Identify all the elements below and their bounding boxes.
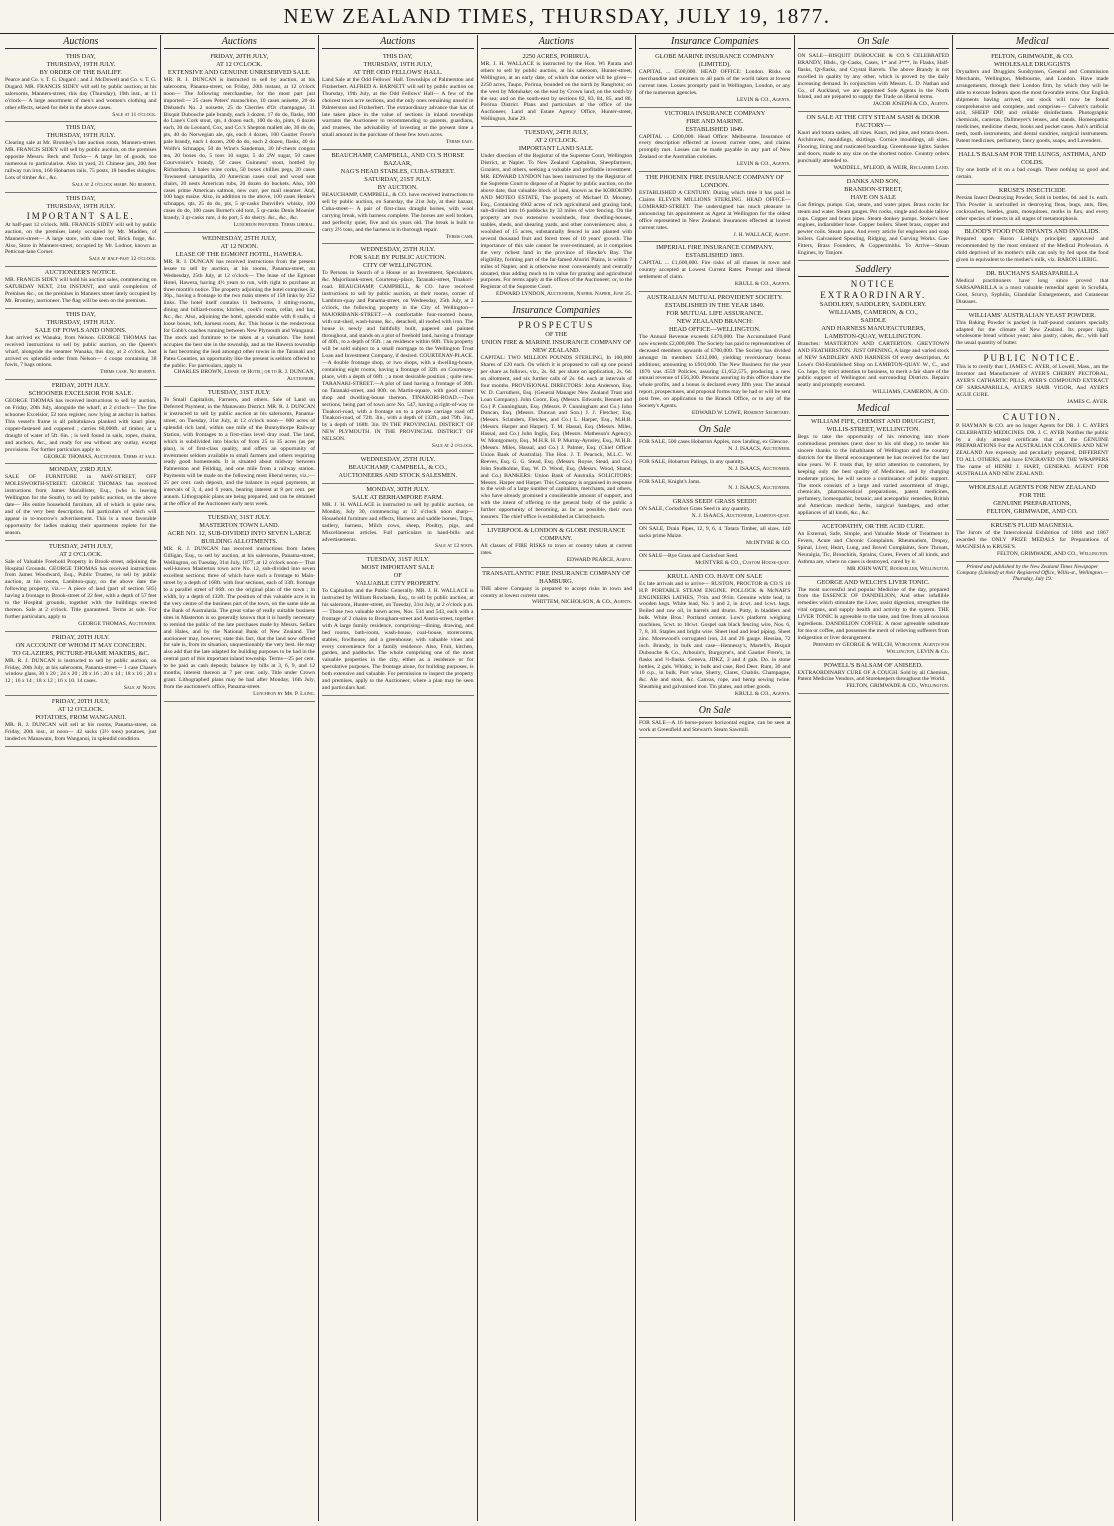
advertisement	[956, 149, 1109, 185]
ad-heading-line: THURSDAY, 19TH JULY,	[363, 61, 433, 68]
ad-signature: N. J. ISAACS, Auctioneer.	[728, 465, 791, 472]
ad-signature: McINTYRE & CO., Custom House-quay.	[695, 559, 791, 566]
ad-heading-line: WEDNESDAY, 25TH JULY.	[360, 246, 435, 254]
column-6	[795, 35, 954, 1521]
advertisement	[322, 244, 474, 454]
ad-body: MR. FRANCIS SIDEY will hold his auction sales, commencing on SATURDAY NEXT, 21st INSTANT, and until completion of Premises &c., on the premises in Manners street lately occupied by Mr. Bromley, auctioneer. The flag will be seen on the premises.	[5, 277, 157, 304]
ad-heading-line: ACETOPATHY, OR THE ACID CURE.	[821, 523, 925, 531]
ad-heading-line: FIRE AND MARINE.	[686, 117, 744, 125]
advertisement	[639, 457, 791, 477]
advertisement	[481, 51, 633, 127]
ad-body: SALE OF FURNITURE in MAY-STREET, OFF MOLESWORTH-STREET. GEORGE THOMAS has received instructions from James Macallister, Esq., (who is leaving Wellington for the South), to sell by public auction, on the above date— His entire household furniture, all of which is quite new, and of the very best description, full particulars of which will appear in to-morrow's advertisement. This is a most favorable opportunity for ladies making their apartments replete for the season.	[5, 474, 157, 536]
ad-body: EXTRAORDINARY CURE OF A COUGH. Sold by all Chemists, Patent Medicine Vendors, and Storekeepers throughout the World.	[797, 669, 949, 683]
advertisement	[956, 482, 1109, 520]
advertisement	[956, 310, 1109, 352]
advertisement	[956, 351, 1109, 409]
column-7	[953, 35, 1112, 1521]
advertisement	[322, 484, 474, 554]
ad-heading-line: BEAUCHAMP, CAMPBELL, AND CO.'S HORSE BAZAAR,	[331, 152, 465, 168]
advertisement	[798, 660, 950, 695]
ad-heading-line: IMPERIAL FIRE INSURANCE COMPANY.	[656, 244, 774, 252]
advertisement	[639, 421, 791, 457]
ad-heading-line: MASTERTON TOWN LAND.	[199, 521, 280, 529]
ad-signature: JAMES C. AYER.	[1067, 398, 1109, 405]
ad-heading-line: SALE OF FOWLS AND ONIONS.	[35, 326, 127, 334]
ad-heading-line: FRIDAY, 20TH JULY,	[210, 53, 269, 60]
advertisement	[5, 122, 157, 192]
ad-signature: Terms cash.	[445, 233, 474, 240]
ad-heading-line: 2250 ACRES, PORIRUA.	[522, 53, 590, 60]
ad-heading-line: DANKS AND SON,	[846, 177, 900, 185]
advertisement	[481, 302, 633, 525]
ad-body: P. HAYMAN & CO. are no longer Agents for DR. J. C. AYER'S CELEBRATED MEDICINES. DR. J. C. AYER Notifies the public by a duly attested certificate that all the GENUINE PREPARATIONS For the AUSTRALIAN COLONIES AND NEW ZEALAND Are expressly and peculiarly prepared, DIFFERENT TO ALL OTHERS, and have ENGRAVED ON THE WRAPPERS The name of HENRI J. HART, GENERAL AGENT FOR AUSTRALIA AND NEW ZEALAND.	[956, 422, 1109, 478]
ad-signature: Prepared by GEORGE & WELCH, Worcester. Agents for Wellington, LEVIN & Co.	[813, 641, 949, 655]
advertisement	[322, 554, 474, 696]
advertisement	[798, 51, 950, 112]
ad-body: The most successful and popular Medicine of the day, prepared from the ESSENCE OF DANDELION, And other infallible remedies which stimulate the Liver, assist digestion, strengthen the vital organs, and supply health and activity to the system. THE LIVER TONIC Is agreeable to the taste, and free from all noxious ingredients. DANDELION COFFEE. A most agreeable substitute for tea or coffee, and possesses the merit of relieving sufferers from indigestion or liver derangement.	[797, 586, 949, 641]
advertisement	[798, 176, 950, 261]
ad-signature: Sale at 2 o'clock sharp. No reserve.	[72, 181, 157, 188]
ad-heading-line: BEAUCHAMP, CAMPBELL, & CO.,	[348, 463, 448, 471]
advertisement	[639, 292, 791, 421]
ad-heading-line: AT 12 O'CLOCK.	[57, 706, 104, 714]
column-3	[319, 35, 478, 1521]
column-heading: Auctions	[164, 35, 316, 49]
ad-signature: Sale at half-past 12 o'clock.	[88, 256, 157, 263]
advertisement	[5, 541, 157, 632]
ad-signature: Sale at Noon.	[123, 685, 157, 692]
advertisement	[639, 524, 791, 551]
ad-heading-line: SADDLERY, SADDLERY, SADDLERY.	[819, 300, 927, 308]
ad-heading-line: TUESDAY, 31ST JULY.	[366, 556, 430, 564]
advertisement	[639, 477, 791, 497]
ad-heading-line: THURSDAY, 19TH JULY.	[46, 61, 116, 68]
advertisement	[956, 51, 1109, 149]
masthead-rule	[0, 33, 1114, 34]
ad-heading-line: AUCTIONEER'S NOTICE.	[44, 269, 117, 277]
advertisement	[798, 400, 950, 521]
ad-signature: WHITTEM, NICHOLSON, & CO., Agents.	[531, 599, 632, 606]
ad-body: Clearing sale at Mr. Bromley's late auction room, Manners-street. MR. FRANCIS SIDEY will sell by public auction, on the premises opposite Messrs. Beck and Tucks— A large lot of goods, too numerous to particularise. Also in yard, 21 Chinese jars, 200 feet railway run iron, 160 Hobarton rails, 75 posts, 18 bundles shingles. Lots of timber &c., &c.	[5, 140, 157, 181]
ad-heading-line: AUCTIONEERS AND STOCK SALESMEN.	[338, 471, 458, 479]
ad-heading-line: ON SALE AT THE CITY STEAM SASH & DOOR FACTORY—	[806, 114, 940, 130]
advertisement	[798, 261, 950, 400]
ad-heading-line: FRIDAY, 20TH JULY.	[51, 382, 110, 390]
column-heading: Auctions	[322, 35, 474, 49]
advertisement	[481, 525, 633, 568]
ad-body: FOR SALE, Hobarton Palings, in any quantity.	[639, 458, 745, 465]
ad-body: Under direction of the Registrar of the Supreme Court, Wellington District, at Napier. To New Zealand Capitalists, Sheepfarmers, Graziers, and others, seeking a valuable and profitable investment. MR. EDWARD LYNDON has been instructed by the Registrar of the Supreme Court to dispose of at Napier by public auction, on the above date, that valuable block of land, known as the KOROKIPO AND MOTEO ESTATE, The property of Michael D. Mooney, Esq., Containing 6902 acres of rich agricultural and grazing land, sub-divided into 16 paddocks by 33 miles of wire fencing. On the property are two extensive woolsheds, four dwelling-houses, stables, sheds, and shearing yards, and other conveniences; also, a woolshed of 15 acres, substantially fenced in and planted with several thousand fruit and forest trees of 10 years' growth. The importance of this sale cannot be over-estimated, as it comprises the very richest land in the province of Hawke's Bay. The eligibility, forming part of the far-famed Ahuriri Plains, is within 7 miles of Napier, and is otherwise most conveniently and centrally situated, thus adding much to its value for grazing and agricultural purposes. For terms apply at the offices of the Auctioneer; or, to the Registrar of the Supreme Court.	[480, 153, 632, 291]
ad-body: GEORGE THOMAS has received instructions to sell by auction, on Friday, 20th July, alongside the wharf, at 2 o'clock— The fine schooner Excelsior, 52 tons register, now lying at anchor in harbor. This vessel's frame is all pohutukawa planked with kauri pine, copper-fastened and coppered ; carries 60,000ft. of timber, at a draught of water of 5ft. 6in. ; is well found in sails, ropes, chains, and anchors, &c., and ready for sea without any outlay, except provisions. For further particulars apply to	[5, 398, 157, 453]
advertisement	[639, 496, 791, 524]
ad-heading-line: Medical	[798, 402, 950, 416]
ad-signature: N. J. ISAACS, Auctioneer, Lambton-quay.	[691, 513, 791, 520]
ad-body: This Baking Powder is packed in half-pound canisters specially adapted for the climate of New Zealand. Its proper light, wholesome bread without yeast; also pastry, cakes, &c., with half the usual quantity of butter.	[956, 319, 1109, 347]
advertisement	[164, 51, 316, 233]
ad-signature: JACOB JOSEPH & CO., Agents.	[872, 101, 949, 108]
ad-signature: WILLIAMS, CAMERON, & CO.	[872, 389, 949, 396]
ad-heading-line: POWELL'S BALSAM OF ANISEED.	[823, 661, 923, 669]
ad-body: MR. J. H. WALLACE is instructed by the Hon. Wi Parata and others to sell by public auction, at his saleroom, Hunter-street, Wellington, at an early date, of which due notice will be given— 2250 acres, Taupo, Porirua, bounded on the north by Rangitoto; on the west by Motuhake; on the east by Crown land; on the south by the sea; and on the south-east by sections 82, 83, 84, 85, and 86, Porirua District. Plans and particulars at the office of the Auctioneer, Land and Estate Agency Office, Hunter-street, Wellington, June 29.	[480, 61, 632, 123]
ad-heading-line: THIS DAY,	[65, 53, 96, 60]
ad-body: The Jurors of the Intercolonial Exhibition of 1866 and 1867 awarded the ONLY PRIZE MEDALS for Preparations of MAGNESIA to KRUSE'S.	[956, 529, 1109, 550]
advertisement	[5, 380, 157, 464]
ad-signature: Terms cash. No reserve.	[100, 369, 157, 376]
advertisement	[798, 112, 950, 175]
ad-heading-line: WILLIAMS' AUSTRALIAN YEAST POWDER.	[968, 311, 1096, 319]
ad-signature: KRULL & CO., Agents.	[734, 281, 791, 288]
ad-heading-line: AT 2 O'CLOCK.	[59, 550, 103, 558]
masthead	[0, 0, 1114, 34]
ad-body: Ex late arrivals and to arrive— RUSTON, PROCTOR & CO.'S 10 H.P. PORTABLE STEAM ENGINE. POLLOCK & McNAB'S ENGINEERS LATHES, 7½in. and 9½in. Genuine white lead, in wooden kegs. White lead, No. 1 and 2, in 4cwt. and 1cwt. kegs. Boiled and raw oil, in barrels and drums. Putty, in bladders and bulk. White Bros.' Portland cement. Low's platform weighing machines, 5cwt. to 10cwt. Gospel oak black fencing wire, Nos. 6, 7, 8, 10. Staples and bright wire. Sheet lead and lead piping. Sheet zinc. Morewood's corrugated iron, 24 and 26 gauge. Hessian, 72 inch. Brandy, in bulk and case—Hennessy's, Martell's, Bisquit Dubouche & Co., Arbouin's, Burgoyne's, and Gautier Frere's, in flasks and ½-flasks. Geneva, JDKZ, 3 and 4 gals. Do. in stone bottles, 2 gals. Whisky, in bulk and case, Red Deer. Rum, 30 and 10 o.p., in bulk. Port wine, Sherry, Claret, Chablis. Champagne, &c. Ale and stout, &c. Canvas, rope, and hemp sewing twine. Sheathing and galvanised iron. Tin plates, and other goods.	[639, 580, 791, 691]
ad-body: Medical practitioners have long since proved that SARSAPARILLA is a most valuable remedial agent in Scrofula, Gout, Scurvy, Syphilis, Glandular Enlargements, and Cutaneous Diseases.	[956, 278, 1109, 305]
advertisement	[798, 577, 950, 660]
ad-heading-line: TUESDAY, 31ST JULY.	[207, 389, 271, 397]
advertisement	[956, 410, 1109, 482]
ad-heading-line: AT 2 O'CLOCK.	[534, 137, 578, 145]
ad-body: Prepared upon Baron Liebig's principle; approved and recommended by the most eminent of the Medical Profession. A child deprived of its mother's milk can only by fed upon the food given in equivalent to the mother's milk, viz. BARON LIEBIG.	[956, 236, 1109, 264]
ad-heading-line: LIVERPOOL & LONDON & GLOBE INSURANCE COMPANY.	[487, 526, 626, 542]
advertisement	[481, 127, 633, 302]
ad-heading-line: WEDNESDAY, 25TH JULY,	[201, 234, 277, 242]
ad-heading-line: PROSPECTUS	[518, 320, 595, 331]
ad-body: ON SALE, Cocksfoot Grass Seed in any quantity.	[639, 506, 751, 513]
ad-heading-line: AT THE ODD FELLOWS' HALL.	[353, 69, 443, 76]
ad-heading-line: OF	[393, 572, 402, 580]
ad-heading-line: ESTABLISHED 1849.	[685, 125, 744, 133]
ad-heading-line: ESTABLISHED IN THE YEAR 1849.	[665, 302, 765, 310]
columns-container	[2, 35, 1112, 1521]
ad-heading-line: TRANSATLANTIC FIRE INSURANCE COMPANY OF HAMBURG.	[482, 569, 631, 585]
ad-heading-line: LEASE OF THE EGMONT HOTEL, HAWERA.	[175, 250, 303, 258]
advertisement	[639, 51, 791, 108]
ad-heading-line: WHOLESALE DRUGGISTS	[993, 61, 1071, 68]
advertisement	[322, 51, 474, 150]
ad-heading-line: FOR SALE BY PUBLIC AUCTION.	[349, 254, 446, 262]
ad-body: MR. R. J. DUNCAN has received instructions from the present lessee to sell by auction, at his rooms, Panama-street, on Wednesday, 25th July, at 12 o'clock— The lease of the Egmont Hotel, Hawera, having 4½ years to run, with right to purchase at three month's notice. The property adjoining the hotel comprises 3r. 36p., having a frontage to the two main streets of 158 links by 252 links. The hotel itself contains 11 bedrooms, 3 sitting-rooms, dining and billiard-rooms, kitchen, cook's room, cellar, and bar, &c., &c. Also, adjoining the hotel, splendid stable with 8 stalls, 4 loose boxes, loft, harness room, &c. This house is the rendezvous for Cobb's coaches running between New Plymouth and Wanganui. The stock and furniture to be taken at a valuation. The hotel occupies the best site in the township, and as the Hawera township is fast becoming the lead amongst other towns in the Taranaki and Patea Counties, an opportunity like the present is seldom offered to the public. For particulars, apply to	[163, 258, 315, 369]
ad-signature: Sale at 2 o'clock.	[431, 443, 474, 450]
ad-heading-line: CAUTION.	[1002, 411, 1062, 422]
ad-signature: GEORGE THOMAS, Auctioneer.	[78, 620, 157, 627]
ad-heading-line: WEDNESDAY, 25TH JULY.	[360, 455, 435, 463]
ad-signature: Sale at 12 noon.	[434, 543, 474, 550]
ad-heading-line: ACRE NO. 12, SUB-DIVIDED INTO SEVEN LARGE BUILDING ALLOTMENTS.	[167, 529, 312, 545]
ad-heading-line: MOST IMPORTANT SALE	[361, 564, 435, 572]
advertisement	[322, 150, 474, 244]
ad-heading-line: TUESDAY, 31ST JULY.	[207, 513, 271, 521]
ad-heading-line: ESTABLISHED 1803.	[685, 252, 744, 260]
ad-heading-line: UNION FIRE & MARINE INSURANCE COMPANY OF NEW ZEALAND.	[481, 339, 632, 355]
ad-heading-line: AND HARNESS MANUFACTURERS,	[821, 324, 926, 332]
ad-body: CAPITAL ... £200,000. Head Office: Melbourne. Insurance of every description effected at lowest current rates, and claims promptly met. Losses can be made payable in any part of New Zealand or the Australian colonies.	[639, 133, 791, 161]
ad-body: Branches: MASTERTON AND CARTERTON. GREYTOWN AND FEATHERSTON. JUST OPENING, A large and varied stock of NEW SADDLERY AND HARNESS Of every description, At Lowe's Old-Established Shop on LAMBTON-QUAY. W., C., and Co. hope, by strict attention to business, to merit a fair share of the public support of Wellington and surrounding Districts. Repairs neatly and promptly executed.	[797, 340, 949, 389]
ad-heading-line: GEORGE AND WELCH'S LIVER TONIC.	[816, 578, 930, 586]
ad-body: To Small Capitalists, Farmers, and others. Sale of Land on Deferred Payment, in the Manawatu District. MR. R. J. DUNCAN is instructed to sell by public auction at his salerooms, Panama-street, on Tuesday, 31st July, at 12 o'clock noon— 600 acres of splendid rich land, within one mile of the Bunnythorpe Railway Station, with frontages to a first-class level dray road. The land, which is subdivided into blocks of from 25 to 35 acres (as per plan), is of first-class quality, and offers an opportunity of investment seldom available to small farmers and others requiring ready good homesteads. It is situated about midway between Palmerston and Feilding, and one mile from a railway station. Payments will be made on the following most liberal terms, viz.:—25 per cent. cash deposit, and the balance in equal payments, at intervals of 3, 4, and 6 years, bearing interest at 8 per cent. per annum. Lithographic plans are being prepared, and can be obtained at the office of the Auctioneer early next week.	[163, 397, 315, 507]
ad-signature: Luncheon provided. Terms liberal.	[233, 222, 315, 229]
ad-body: THE above Company is prepared to accept risks in town and country at lowest current rates.	[480, 585, 632, 599]
ad-body: Just arrived ex Wanaka, from Nelson. GEORGE THOMAS has received instructions to sell by public auction, on the Queen's wharf, alongside the steamer Wanaka, this day, at 2 o'clock, Just arrived ex splendid order from Nelson— 4 coops containing 38 fowls, 7 bags onions.	[5, 334, 157, 369]
ad-heading-line: FELTON, GRIMWADE, & CO.	[991, 53, 1074, 60]
ad-body: ON SALE—BISQUIT DUBOUCHE & CO.'S CELEBRATED BRANDY, Hhds., Qr-Casks, Cases, 1* and 3***, In Flasks, Half-flasks, Qr-flasks, and Crystal Barrels. The above Brandy is not excelled in quality by any other, which is proved by the daily increasing demand. In conjunction with Messrs. L. D. Nathan and Co., of Auckland, we are appointed Sole Agents in the North Island, and are prepared to supply the Trade on liberal terms.	[797, 53, 949, 101]
ad-heading-line: MONDAY, 23RD JULY.	[49, 466, 113, 474]
ad-body: Drysalters and Druggists Sundrymen, General and Commission Merchants, Wellington, Melbourne, and London. Have made arrangements, through their London firm, by which they will be able to execute Indents upon the most favorable terms. Our English shipments having arrived, our stock will now be found comprehensive and complete, and comprises— Calvert's carbolic acid, SHEEP DIP, and reliable disinfectants. Photographic chemicals, cameras, Dallmeyer's lenses, and stands. Homeopathic medicines, medicine chests, books and pocket cases. Ash's artificial teeth, tooth instruments, and dental sundries, surgical instruments. Patent medicines, perfumery, fancy goods, soaps, and Lavenders.	[956, 69, 1109, 145]
advertisement	[5, 696, 157, 747]
ad-body: Kauri and totara sashes, all sizes. Kauri, red pine, and totara doors. Architraves, mouldings, skirtings. Cornice mouldings, all sizes. Flooring, lining and rusticated boarding. Greenhouse lights. Sashes and doors, made to any size on the shortest notice. Country orders punctually attended to.	[797, 130, 949, 164]
ad-heading-line: On Sale	[639, 704, 791, 718]
advertisement	[164, 512, 316, 702]
ad-signature: Luncheon by Mr. P. Laing.	[253, 690, 315, 697]
ad-heading-line: DR. BUCHAN'S SARSAPARILLA	[986, 270, 1079, 278]
advertisement	[956, 268, 1109, 310]
ad-signature: N. J. ISAACS, Auctioneer.	[728, 485, 791, 492]
ad-body: Gas fittings, pumps. Gas, steam, and water pipes. Brass cocks for steam and water. Steam gauges. Pet cocks, single and double tallow cups. Copper and brass pipes. Steam donkey pumps. Stoker's beer engines, indiarubber hose. Copper boilers. Sheet brass, copper and pewter coils. Steam pans. And every article for engineers and soap boilers. Galvanised Spouting, Ridging, and Curving Works. Gas-Fitters, Brass Founders, & Coppersmiths. To Arrive—Steam Engines, by Tanjore.	[797, 201, 949, 257]
ad-body: Land Sale at the Odd Fellows' Hall. Townships of Palmerston and Fitzherbert. ALFRED A. BARNETT will sell by public auction on Thursday, 19th July, at the Odd Fellows' Hall— A few of the choicest town acre sections, and the only ones remaining unsold in Palmerston and Fitzherbert. The extraordinary advance that has of late taken place in the value of sections in inland townships warrants the Auctioneer in recommending to parents, guardians, and trustees, the advisability of investing at the present time a small amount in the purchase of these few town acres.	[322, 77, 474, 139]
ad-signature: EDWARD LYNDON, Auctioneer, Napier. Napier, June 25.	[496, 291, 632, 298]
advertisement	[5, 309, 157, 380]
advertisement	[164, 233, 316, 387]
ad-heading-line: VALUABLE CITY PROPERTY.	[355, 580, 441, 588]
ad-heading-line: VICTORIA INSURANCE COMPANY	[664, 109, 766, 117]
advertisement	[956, 185, 1109, 227]
ad-heading-line: GRASS SEED! GRASS SEED!!	[672, 498, 757, 506]
ad-heading-line: BLOOD'S FOOD FOR INFANTS AND INVALIDS.	[964, 228, 1100, 236]
ad-heading-line: OF THE	[545, 331, 568, 339]
ad-heading-line: WILLIS-STREET, WELLINGTON.	[826, 426, 921, 434]
ad-body: MR. R. J. DUNCAN is instructed to sell by auction, at his salerooms, Panama-street, on Friday, 20th instant, at 12 o'clock noon— The following merchandise, for the most part just imported:— 25 cases Peters' maraschino, 10 cases anisette, 20 do Disband's No. 2 noisette, 25 do Cherries d'Or champagne, 31 Bisquit Dubouche pale brandy, each 3 dozen, 17 do do, flasks, 100 do Lane's Cork stout, qts, 4 dozen each, 100 do do, pints, 6 dozen each, 30 do Leonard, Cox, and Co.'s Shepton mallett ale, 30 do do, pts, 40 do Norwegian ale, qts, each 4 dozen, 100 Gautier Frere's pale brandy, each 1 dozen, 200 do do, each 2 dozen, flasks, 40 do Wolfe's Schnapps, 50 do Wine's Sandeman, 30 hf-chests congou tea, 20 boxes do, 5 tons 10 sugar, 5 do 2W sugar, 50 cases Courvoisier's brandy, 50 cases Guinness' stout, bottled by Richardson, 3 bales wine corks, 50 boxes chillies pegs, 20 cases Townsend sarsaparilla, 20 American cases coal and wood seat chairs, 20 nests American tubs, 20 dozen do buckets. Also, 100 cases prime American salmon, new curr, per mail steamer. And, 100 bags maize. Also, in addition to the above, 100 cases Henke's schnapps, qts, 25 do do, pts, 5 qr-casks Dunville's whisky, 100 cases do do, 100 cases Burnet's old tom, 5 qr-casks Denis Mounier brandy, 3 qr-casks rum, 4 do port, 5 do sherry. &c., &c., &c.	[163, 77, 315, 222]
ad-heading-line: IMPORTANT LAND SALE.	[518, 145, 594, 153]
advertisement	[164, 387, 316, 512]
ad-heading-line: THIS DAY,	[65, 194, 96, 202]
ad-heading-line: WHOLESALE AGENTS FOR NEW ZEALAND	[968, 483, 1096, 491]
ad-signature: FELTON, GRIMWADE, AND CO., Wellington.	[996, 550, 1109, 557]
column-heading: On Sale	[798, 35, 950, 49]
ad-heading-line: GENUINE PREPARATIONS,	[993, 499, 1072, 507]
column-heading: Medical	[956, 35, 1109, 49]
advertisement	[5, 632, 157, 697]
ad-body: Pearce and Co. v. T. G. Dugard ; and J. McDowell and Co. v. T. G. Dugard. MR. FRANCIS SIDEY will sell by public auction, at his salerooms, Manners-street, this day (Thursday), 19th inst., at 11 o'clock— A large assortment of men's and women's clothing and other effects, seized for debt in the above cases.	[5, 77, 157, 111]
ad-body: FOR SALE—A 16 horse-power horizontal engine, can be seen at work at Greenfield and Stewart's Steam Sawmill.	[639, 720, 791, 733]
ad-body: To Persons in Search of a House or an Investment, Speculators, &c. Majoribank-street, Courtenay-place, Taranaki-street, Tinakori-road. BEAUCHAMP, CAMPBELL, & CO. have received instructions to sell by public auction, at their rooms, corner of Lambton-quay and Panama-street, on Wednesday, 25th July, at 2 o'clock, the following property in the City of Wellington— MAJORIBANK-STREET.—A comfortable four-roomed house, with out-shed, wash-house, &c., detached, all roofed with iron. The house is newly and faithfully built, papered and painted throughout, and stands on a plot of freehold land, having a frontage of 40ft., to a depth of 95ft. ; an residence within 60ft. This property will be sold subject to a small mortgage to the Wellington Trust Loan and Investment Company, if desired. COURTENAY-PLACE.—A double frontage shop, or two shops, with a dwelling-house, containing eight rooms, having a frontage of 32ft. on Courtenay-place, with a depth of 68ft. ; a most desirable position ; quite new. TARANAKI-STREET.—A plot of land having a frontage of 30ft. on Taranaki-street, and 80ft. on Martin-square, with good corner shop and dwelling-house thereon. TINAKORI-ROAD.—Two sections, being part of town acre No. 547, having a right-of-way to Tinakori-road, with a frontage on to a private carriage road off Tinakori-road, of 72ft. 3in., with a depth of 132ft., and 79ft. 3in., by a depth of 168ft. 3in. IN THE PROVINCIAL DISTRICT OF NEW PLYMOUTH. IN THE PROVINCIAL DISTRICT OF NELSON.	[322, 270, 474, 443]
ad-body: FOR SALE, Knight's Jams.	[639, 478, 701, 485]
ad-heading-line: FOR MUTUAL LIFE ASSURANCE.	[666, 310, 764, 318]
ad-heading-line: KRULL AND CO. HAVE ON SALE	[667, 572, 763, 580]
ad-signature: LEVIN & CO., Agents.	[736, 161, 791, 168]
ad-heading-line: SCHOONER EXCELSIOR FOR SALE.	[28, 390, 133, 398]
ad-heading-line: THURSDAY, 19TH JULY.	[46, 132, 116, 140]
ad-body: ON SALE, Drain Pipes, 12, 9, 6, 4. Totara Timber, all sizes. 140 sacks prime Maize.	[639, 526, 791, 540]
ad-signature: J. H. WALLACE, Agent.	[733, 231, 791, 238]
ad-heading-line: THIS DAY,	[65, 124, 96, 132]
ad-heading-line: WILLIAMS, CAMERON, & CO.,	[828, 308, 918, 316]
column-1	[2, 35, 161, 1521]
ad-body: Try one bottle of it on a bad cough. There nothing so good and certain.	[956, 166, 1109, 180]
ad-heading-line: KRUSE'S INSECTICIDE	[998, 186, 1066, 194]
ad-heading-line: AT 12 O'CLOCK.	[216, 61, 263, 68]
ad-signature: WADDELL, M'LEOD, & WEIR, Reclaimed Land.	[833, 164, 949, 171]
ad-heading-line: HAVE ON SALE	[850, 193, 896, 201]
ad-heading-line: FOR THE	[1019, 491, 1046, 499]
ad-heading-line: Saddlery	[798, 263, 950, 277]
ad-body: ON SALE—Rye Grass and Cocksfoot Seed.	[639, 552, 739, 559]
ad-body: At half-past 12 o'clock. MR. FRANCIS SIDEY will sell by public auction, on the premises lately occupied by Mr. Madden, of Manners-street— A large store, with slate roof, Brick forge, &c. Also, Store in Manners-street, occupied by Mr. Lodnor, known as Petticoat-lane Corner.	[5, 221, 157, 256]
ad-heading-line: LAMBTON-QUAY, WELLINGTON.	[824, 332, 922, 340]
column-4	[478, 35, 637, 1521]
ad-heading-line: IMPORTANT SALE.	[26, 210, 135, 221]
advertisement	[956, 520, 1109, 562]
ad-body: Begs to take the opportunity of his removing into more commodious premises (next door to his old shop,) to tender his sincere thanks to the inhabitants of Wellington and the country districts for the liberal encouragement he has received for the last nine years. W. F. trusts that, by strict attention to customers, by keeping only the best quality of Medicines, and by charging moderate prices, he will secure a continuance of public support. The stock consists of a large and varied assortment of drugs, chemicals, pharmaceutical preparations, patent medicines, perfumery, homeopathic, botanic, and acetopathic remedies, British and American medical herbs, surgical bandages, and other appliances of all kinds, &c., &c.	[797, 434, 949, 517]
advertisement	[5, 464, 157, 540]
ad-body: BEAUCHAMP, CAMPBELL, & CO. have received instructions to sell by public auction, on Saturday, the 21st July, at their bazaar, Cuba-street— A pair of first-class draught horses, with wool carrying break, with harness complete. The horses are well broken, and perfectly quiet, five and six years old. The break is built to carry 2½ tons, and the harness is in thorough repair.	[322, 192, 474, 233]
ad-signature: GEORGE THOMAS, Auctioneer. Terms at sale.	[43, 453, 157, 460]
ad-heading-line: FRIDAY, 20TH JULY,	[51, 698, 110, 706]
column-heading: Auctions	[481, 35, 633, 49]
ad-heading-line: THURSDAY, 19TH JULY.	[46, 202, 116, 210]
ad-heading-line: NEW ZEALAND BRANCH:	[676, 318, 753, 326]
ad-body: CAPITAL ... £500,000. HEAD OFFICE: London. Risks on merchandise and steamers to all parts of the world taken at lowest current rates. Losses promptly paid in Wellington, London, or any of the numerous agencies.	[639, 69, 791, 96]
column-2	[161, 35, 320, 1521]
ad-heading-line: BY ORDER OF THE BAILIFF.	[39, 69, 122, 76]
ad-body: FOR SALE, 500 cases Hobarton Apples, now landing, ex Glencoe.	[639, 438, 790, 445]
advertisement	[639, 108, 791, 173]
ad-heading-line: FRIDAY, 20TH JULY.	[51, 633, 110, 641]
ad-heading-line: HEAD OFFICE—WELLINGTON.	[669, 326, 761, 334]
advertisement	[639, 172, 791, 242]
ad-heading-line: POTATOES, FROM WANGANUI.	[35, 714, 127, 722]
ad-signature: McINTYRE & CO.	[746, 539, 791, 546]
column-heading: Insurance Companies	[639, 35, 791, 49]
column-5	[636, 35, 795, 1521]
ad-heading-line: AUSTRALIAN MUTUAL PROVIDENT SOCIETY.	[646, 294, 784, 302]
ad-heading-line: HALL'S BALSAM FOR THE LUNGS, ASTHMA, AND COLDS.	[958, 150, 1106, 166]
advertisement	[639, 242, 791, 292]
ad-heading-line: AT 12 NOON.	[220, 242, 258, 250]
ad-body: MR. R. J. DUNCAN has received instructions from James Gilligan, Esq., to sell by auction, at his salerooms, Panama-street, Wellington, on Tuesday, 31st July, 1877, at 12 o'clock noon— That well-known Masterton town acre No. 12, sub-divided into seven excellent sections; three of which have each a frontage to Main-street by a depth of 168ft. with four sections, each of 33ft. frontage to a parallel street of 66ft. on the original plan of the town ; in width, by a depth of 132ft. The position of this valuable acre is in the very centre of the business part of the town, on the same side as the Bank of Australasia. The great value of really suitable business sites in Masterton is so generally known that it is hardly necessary to remind the public of the late purchases made by Messrs. Sellars and Hales, and by the National Bank of New Zealand. The auctioneer may, however, state this fact, that the land now offered for sale is, from its situation, unquestionably the very best. He may also add that the late adapted for building purposes to be had in the central part of this important inland township. Terms—25 per cent. to be paid as cash deposit; balance by bills at 3, 6, 9, and 12 months, interest thereon at 7 per cent. only. Title under Crown grant. Lithographed plans may be had after Monday, 16th July, from the auctioneer's office, Panama-street.	[163, 545, 315, 690]
ad-heading-line: FELTON, GRIMWADE, AND CO.	[986, 507, 1078, 515]
ad-signature: FELTON, GRIMWADE & CO., Wellington.	[846, 683, 949, 690]
advertisement	[798, 521, 950, 576]
advertisement	[639, 571, 791, 702]
imprint: Printed and published by the New Zealand Times Newspaper Company (Limited) at their Registered Office, Willis-st., Wellington.—Thursday, July 19.	[956, 563, 1109, 583]
ad-heading-line: BY AUCTION.	[377, 184, 418, 192]
ad-heading-line: WILLIAM FIFE, CHEMIST AND DRUGGIST,	[811, 418, 936, 426]
ad-heading-line: THIS DAY,	[65, 310, 96, 318]
ad-heading-line: NOTICE EXTRAORDINARY.	[820, 278, 927, 300]
ad-heading-line: SATURDAY, 21ST JULY.	[364, 176, 432, 184]
ad-heading-line: BRANDON-STREET,	[844, 185, 903, 193]
ad-heading-line: NAG'S HEAD STABLES, CUBA-STREET.	[340, 168, 455, 176]
ad-signature: EDWARD W. LOWE, Resident Secretary.	[691, 410, 791, 416]
ad-body: The Annual Revenue exceeds £470,000. The Accumulated Fund now exceeds £2,000,000. The Society has paid to representatives of deceased members upwards of £700,000. The Society has divided amongst its members £412,000, yielding reversionary bonus additions, amounting to £910,000. The New Business for the year 1876 was 4559 Policies, assuring £1,652,575, producing a new annual revenue of £56,300. Persons assuring in this office share the whole profits, and a bonus is declared every fifth year. The annual report, prospectuses, and proposal forms may be had or will be sent post free, on application to the Branch Office, or to any of the Society's Agents.	[639, 334, 791, 410]
advertisement	[322, 454, 474, 484]
ad-heading-line: TUESDAY, 24TH JULY,	[524, 129, 589, 137]
ad-body: CAPITAL: TWO MILLION POUNDS STERLING, In 100,000 Shares of £20 each. On which it is proposed to call up one pound per share as follows, viz., 2s. 6d. per share on application, 2s. 6d. on allotment, and six further calls of 2s. 6d. each at intervals of four months. PROVISIONAL DIRECTORS: John Anderson, Esq. W. D. Carruthers, Esq. (General Manager New Zealand Trust and Loan Company). John Coom, Esq. (Messrs. Edwards, Bennett and Co.) P. Cunningham, Esq. (Messrs. P. Cunningham and Co.) John Duncan, Esq. (Messrs. Duncan and Son.) J. J. Fletcher, Esq. (Messrs. Sclanders, Fletcher, and Co.) L. Harper, Esq., M.H.R. (Messrs. Harper and Harper). T. M. Hassal, Esq. (Messrs. Miles, Hassal, and Co.) John Inglis, Esq. (Messrs. Matheson's Agency). W. Montgomery, Esq., M.H.R. H. P. Murray-Aynsley, Esq., M.H.R. (Messrs. Miles, Hassal, and Co.) J. Palmer, Esq. (Chief Officer Union Bank of Australia). The Hon. J. T. Peacock, M.L.C. W. Reeves, Esq. G. G. Stead, Esq. (Messrs. Royse, Stead, and Co.) John Studholme, Esq. W. D. Wood, Esq. (Messrs. Wood, Shand, and Co.) BANKERS: Union Bank of Australia. SOLICITORS: Messrs. Harper and Harper. This Company is organised in response to the wish of a large number of capitalists, merchants, and others, who have already promised a considerable amount of support, and with the intent of offering to the general body of the public a further opportunity of becoming, as far as possible, their own insurers. The chief office is established at Christchurch.	[480, 355, 632, 521]
ad-signature: MR JOHN WATT, Bookseller, Wellington.	[846, 565, 949, 572]
ad-body: MR. R. J. DUNCAN will sell at his rooms, Panama-street, on Friday, 20th inst., at noon— 42 sacks (3½ tons) potatoes, just landed ex Manawatu, from Wanganui, in splendid condition.	[5, 722, 157, 742]
ad-signature: KRULL & CO., Agents.	[734, 691, 791, 698]
ad-heading-line: Insurance Companies	[481, 304, 633, 318]
ad-body: An External, Safe, Simple, and Valuable Mode of Treatment in Fevers, Acute and Chronic Complaints. Rheumatism, Dropsy, Spinal, Liver, Heart, Lung, and Bowel Complaints, Sore Throats, Neuralgia, Tic, Bronchitis, Sprains, Cures, Fevers of all kinds, and Asthma are, where no cases is destroyed, cured by it.	[797, 531, 949, 565]
ad-heading-line: On Sale	[639, 423, 791, 437]
ad-signature: Sale at 11 o'clock.	[112, 111, 157, 118]
advertisement	[5, 51, 157, 122]
ad-heading-line: MONDAY, 30TH JULY.	[366, 485, 430, 493]
ad-heading-line: TO GLAZIERS, PICTURE-FRAME MAKERS, &C.	[12, 649, 150, 657]
advertisement	[5, 193, 157, 267]
ad-heading-line: KRUSE'S FLUID MAGNESIA.	[990, 521, 1074, 529]
ad-signature: CHARLES BROWN, Lessee of Hotel; or to R. J. DUNCAN, Auctioneer.	[173, 369, 315, 383]
advertisement	[639, 551, 791, 571]
advertisement	[481, 568, 633, 611]
ad-heading-line: THIS DAY,	[382, 53, 413, 60]
ad-heading-line: ON ACCOUNT OF WHOM IT MAY CONCERN.	[15, 641, 146, 649]
ad-signature: Terms easy.	[445, 139, 474, 146]
ad-body: Persian Insect Destroying Powder, Sold in bottles, 6d. and 1s. each. This Powder is unrivalled in destroying fleas, bugs, ants, flies, cockroaches, beetles, gnats, mosquitoes, moths in furs, and every other species of insects in all stages of metamorphosis.	[956, 194, 1109, 222]
ad-heading-line: GLOBE MARINE INSURANCE COMPANY (LIMITED).	[655, 53, 775, 68]
ad-body: This is to certify that I, JAMES C. AYER, of Lowell, Mass., am the Inventor and Manufacturer of AYER'S CHERRY PECTORAL, AYER'S CATHARTIC PILLS, AYER'S COMPOUND EXTRACT OF SARSAPARILLA, AYER'S HAIR VIGOR, And AYER'S AGUE CURE.	[956, 364, 1109, 398]
ad-heading-line: SALE AT BERHAMPORE FARM.	[352, 493, 444, 501]
column-heading: Auctions	[5, 35, 157, 49]
ad-body: MR. R. J. DUNCAN is instructed to sell by public auction, on Friday, 20th July, at his salerooms, Panama-street— 1 case Chase's window glass, 30 x 20 ; 24 x 20 ; 20 x 16 ; 20 x 14 ; 18 x 16 ; 20 x 12 ; 16 x 14 ; 18 x 12 ; 16 x 10. 14 cases.	[5, 657, 157, 685]
ad-signature: LEVIN & CO., Agents.	[736, 96, 791, 103]
ad-signature: N. J. ISAACS, Auctioneer.	[728, 445, 791, 452]
advertisement	[5, 267, 157, 309]
ad-heading-line: THURSDAY, 19TH JULY.	[46, 318, 116, 326]
ad-body: MR. J. H. WALLACE is instructed to sell by public auction, on Monday, July 30, commencing at 12 o'clock noon sharp— Household furniture and effects, Harness and saddle horses, Traps, sadlery, harness, Milch cows, sheep, Poultry, pigs, and Miscellaneous articles. Full particulars in hand-bills and advertisements.	[322, 501, 474, 543]
ad-body: CAPITAL ... £1,600,000. Fire risks of all classes in town and country accepted at Lowest Current Rates. Prompt and liberal settlement of claim.	[639, 260, 791, 281]
advertisement	[956, 226, 1109, 268]
ad-body: ESTABLISHED A CENTURY. During which time it has paid in Claims ELEVEN MILLIONS STERLING. HEAD OFFICE—LOMBARD-STREET. The undersigned has much pleasure in announcing his appointment as Agent at Wellington for the oldest office represented in New Zealand. Insurances effected at lowest current rates.	[639, 190, 791, 231]
ad-heading-line: CITY OF WELLINGTON.	[362, 262, 433, 270]
ad-body: Sale of Valuable Freehold Property in Brook-street, adjoining the Hospital Grounds. GEORGE THOMAS has received instructions from James Woodward, Esq., Public Trustee, to sell by public auction, at his rooms, Lambton-quay, on the above date the following property, viz.— A piece of land (part of section 585) having a frontage to Brook-street of 22 feet, with a depth of 57 feet to the Hospital grounds, together with the buildings erected thereon. Sale at 2 o'clock. Title guaranteed. Terms at sale. For further particulars, apply to	[5, 558, 157, 620]
ad-body: To Capitalists and the Public Generally. MR. J. H. WALLACE is instructed by William Rowlands, Esq., to sell by public auction, at his saleroom, Hunter-street, on Tuesday, 31st July, at 2 o'clock p.m.— Those two valuable town acres, Nos. 534 and 543, each with a frontage of 2 chains to Brougham-street and Austin-street, together with A large family residence, comprising—dining, drawing, and bed rooms, bath-room, wash-house, coal-house, storerooms, stables, fowlhouse, and a greenhouse, with valuable vines and every convenience for a family residence. Also, Fruit, kitchen, garden, and paddocks. The whole comprising one of the most valuable properties in the city, either as a residence or for speculative purposes. The frontage alone, for building purposes, is both extensive and valuable. For permission to inspect the property and premises, apply to the Auctioneer, where a plan may be seen and particulars had.	[322, 588, 474, 691]
ad-body: All classes of FIRE RISKS to town or country taken at current rates.	[480, 542, 632, 556]
advertisement	[639, 702, 791, 738]
ad-heading-line: SADDLE	[860, 316, 886, 324]
ad-signature: EDWARD PEARCE, Agent.	[566, 556, 632, 563]
newspaper-title: NEW ZEALAND TIMES, THURSDAY, JULY 19, 1877.	[283, 4, 831, 28]
ad-heading-line: THE PHOENIX FIRE INSURANCE COMPANY OF LONDON.	[645, 174, 784, 190]
ad-heading-line: EXTENSIVE AND GENUINE UNRESERVED SALE.	[167, 69, 311, 76]
ad-heading-line: PUBLIC NOTICE.	[983, 353, 1081, 364]
ad-heading-line: TUESDAY, 24TH JULY,	[48, 542, 113, 550]
